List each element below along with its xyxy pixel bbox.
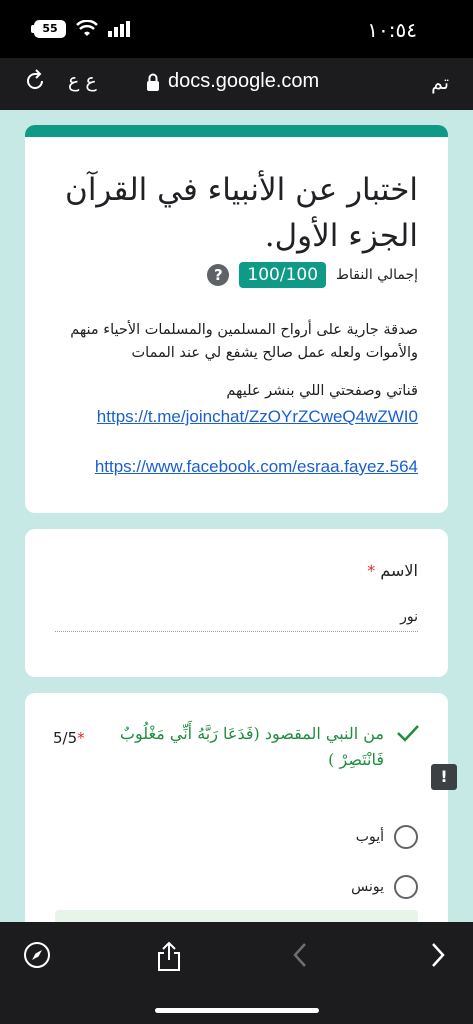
check-icon: [396, 723, 420, 743]
done-button[interactable]: تم: [431, 72, 449, 94]
option-label: يونس: [351, 879, 384, 895]
browser-bar: [0, 58, 473, 110]
option-label: أيوب: [355, 829, 384, 845]
form-title: اختبار عن الأنبياء في القرآن الجزء الأول.: [65, 172, 418, 254]
reload-button[interactable]: [22, 68, 48, 98]
lock-icon: [146, 73, 160, 91]
compass-button[interactable]: [22, 940, 52, 974]
forward-button[interactable]: [428, 940, 448, 974]
share-button[interactable]: [155, 940, 183, 976]
name-answer: نور: [400, 609, 418, 625]
name-question-card: [25, 529, 448, 677]
radio-button[interactable]: [394, 875, 418, 899]
question-score: [53, 729, 85, 747]
channel-text: قناتي وصفحتي اللي بنشر عليهم: [226, 383, 418, 399]
report-icon[interactable]: !: [431, 764, 457, 790]
option-ayoub[interactable]: [356, 825, 418, 849]
answer-feedback: [55, 910, 418, 922]
points-label: إجمالي النقاط: [336, 267, 418, 283]
help-icon[interactable]: ?: [207, 264, 229, 286]
home-indicator[interactable]: [155, 1008, 319, 1013]
points-badge: 100/100: [239, 262, 326, 288]
status-icons: [34, 20, 130, 38]
required-marker: *: [77, 729, 85, 747]
name-question-label: [367, 561, 418, 580]
form-description: صدقة جارية على أرواح المسلمين والمسلمات الأحياء منهم والأموات ولعله عمل صالح يشفع لي عند الممات: [70, 322, 418, 361]
points-row: [207, 262, 418, 288]
required-marker: *: [367, 561, 376, 580]
share-icon: [155, 940, 183, 972]
wifi-icon: [76, 20, 98, 38]
url-bar[interactable]: [146, 70, 319, 93]
radio-button[interactable]: [394, 825, 418, 849]
facebook-link[interactable]: https://www.facebook.com/esraa.fayez.564: [94, 457, 418, 476]
battery-level: 55: [42, 22, 58, 35]
text-size-button[interactable]: ع ع: [68, 70, 97, 92]
name-label-text: الاسم: [380, 561, 418, 580]
compass-icon: [22, 940, 52, 970]
back-button[interactable]: [290, 940, 310, 974]
url-text: docs.google.com: [168, 70, 320, 92]
status-bar: [0, 0, 473, 58]
back-icon: [290, 940, 310, 970]
answer-underline: [55, 631, 418, 632]
telegram-link[interactable]: https://t.me/joinchat/ZzOYrZCweQ4wZWI0: [96, 407, 418, 426]
score-value: 5/5: [53, 729, 78, 747]
form-header-card: [25, 125, 448, 513]
battery-icon: [34, 20, 66, 38]
status-time: ١٠:٥٤: [367, 18, 417, 42]
signal-icon: [108, 21, 130, 37]
reload-icon: [22, 68, 48, 94]
question-text: من النبي المقصود (فَدَعَا رَبَّهُ أَنِّي مَغْلُوبٌ فَانْتَصِرْ ): [119, 724, 384, 769]
form-page: [0, 110, 473, 922]
question-card: [25, 693, 448, 922]
option-younes[interactable]: [351, 875, 418, 899]
forward-icon: [428, 940, 448, 970]
